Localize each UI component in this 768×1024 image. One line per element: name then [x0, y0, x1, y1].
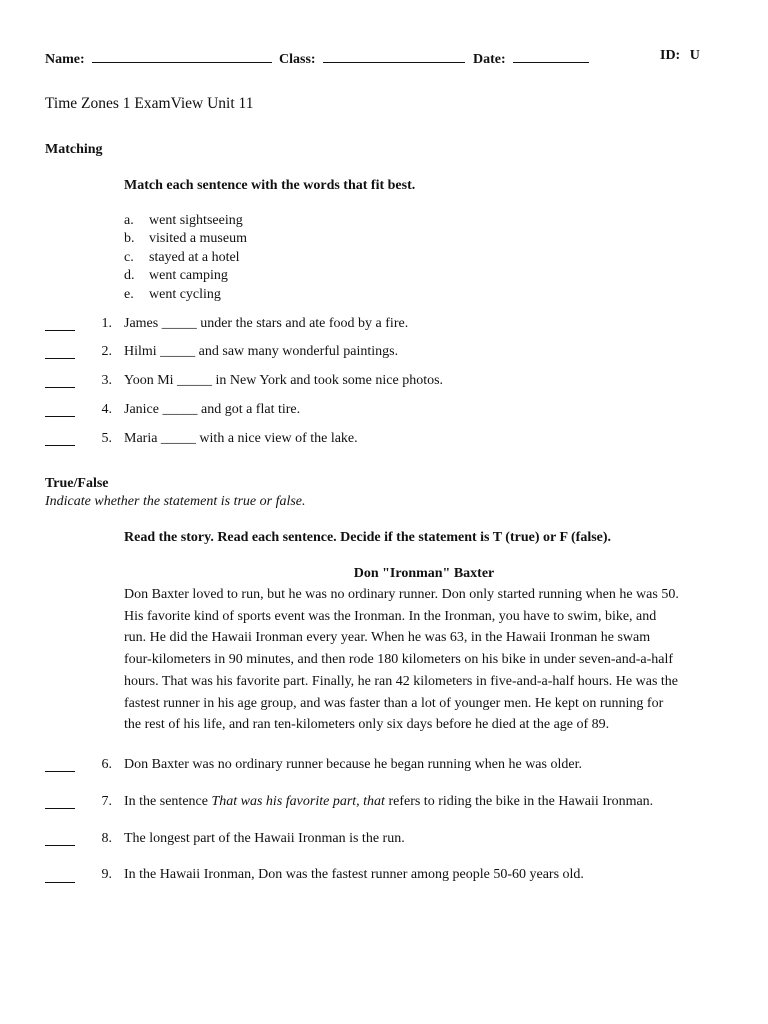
class-field[interactable]: [279, 48, 465, 68]
answer-blank[interactable]: [45, 882, 75, 883]
question-number: 5.: [101, 431, 112, 446]
choice-text: went camping: [149, 268, 228, 283]
question-text: Hilmi _____ and saw many wonderful paintings.: [124, 344, 399, 359]
id-value: U: [689, 48, 700, 63]
name-label: Name:: [45, 52, 85, 67]
question-text: In the Hawaii Ironman, Don was the fastest runner among people 50-60 years old.: [124, 867, 584, 882]
question-text: Janice _____ and got a flat tire.: [124, 402, 301, 417]
story-line: Don Baxter loved to run, but he was no ordinary runner. Don only started running when he was 50.: [124, 587, 679, 602]
question-number: 2.: [101, 344, 112, 359]
matching-instruction: Match each sentence with the words that fit best.: [124, 178, 416, 193]
story-line: His favorite kind of sports event was the Ironman. In the Ironman, you have to swim, bike, and: [124, 609, 657, 624]
story-title: Don "Ironman" Baxter: [353, 566, 495, 581]
name-field[interactable]: [45, 48, 272, 68]
date-blank[interactable]: [513, 48, 589, 63]
question-number: 8.: [101, 831, 112, 846]
answer-blank[interactable]: [45, 387, 75, 388]
story-line: hours. That was his favorite part. Finally, he ran 42 kilometers in five-and-a-half hours. He was the: [124, 674, 679, 689]
date-label: Date:: [473, 52, 506, 67]
question-text: Yoon Mi _____ in New York and took some nice photos.: [124, 373, 444, 388]
choice-letter: c.: [124, 250, 134, 265]
id-label: ID:: [660, 48, 681, 63]
question-number: 3.: [101, 373, 112, 388]
answer-blank[interactable]: [45, 358, 75, 359]
story-line: fastest runner in his age group, and was faster than a lot of younger men. He kept on running for: [124, 696, 664, 711]
question-number: 1.: [101, 316, 112, 331]
question-text: The longest part of the Hawaii Ironman is the run.: [124, 831, 405, 846]
choice-letter: d.: [124, 268, 135, 283]
choice-letter: b.: [124, 231, 135, 246]
class-blank[interactable]: [323, 48, 465, 63]
exam-title: Time Zones 1 ExamView Unit 11: [45, 95, 254, 112]
story-line: four-kilometers in 90 minutes, and then rode 180 kilometers on his bike in under seven-and-a-half: [124, 652, 674, 667]
question-number: 7.: [101, 794, 112, 809]
question-text-post: refers to riding the bike in the Hawaii Ironman.: [384, 794, 654, 809]
answer-blank[interactable]: [45, 845, 75, 846]
name-blank[interactable]: [92, 48, 272, 63]
question-text: [124, 794, 653, 810]
choice-letter: a.: [124, 213, 134, 228]
class-label: Class:: [279, 52, 316, 67]
question-text: James _____ under the stars and ate food by a fire.: [124, 316, 409, 331]
choice-text: stayed at a hotel: [149, 250, 240, 265]
choice-text: visited a museum: [149, 231, 247, 246]
answer-blank[interactable]: [45, 445, 75, 446]
choice-text: went cycling: [149, 287, 221, 302]
true-false-heading: True/False: [45, 476, 109, 491]
id-field: [660, 48, 700, 64]
true-false-instruction: Read the story. Read each sentence. Decide if the statement is T (true) or F (false).: [124, 530, 612, 545]
question-number: 6.: [101, 757, 112, 772]
story-line: run. He did the Hawaii Ironman every year. When he was 63, in the Hawaii Ironman he swam: [124, 630, 651, 645]
question-text-pre: In the sentence: [124, 794, 212, 809]
answer-blank[interactable]: [45, 808, 75, 809]
true-false-subinstruction: Indicate whether the statement is true or false.: [45, 494, 306, 509]
answer-blank[interactable]: [45, 771, 75, 772]
question-text: Don Baxter was no ordinary runner because he began running when he was older.: [124, 757, 582, 772]
matching-heading: Matching: [45, 142, 103, 157]
question-text: Maria _____ with a nice view of the lake.: [124, 431, 358, 446]
answer-blank[interactable]: [45, 330, 75, 331]
answer-blank[interactable]: [45, 416, 75, 417]
date-field[interactable]: [473, 48, 589, 68]
choice-letter: e.: [124, 287, 134, 302]
question-text-quoted: That was his favorite part, that: [211, 794, 385, 809]
question-number: 4.: [101, 402, 112, 417]
question-number: 9.: [101, 867, 112, 882]
story-line: the rest of his life, and ran ten-kilometers only six days before he died at the age of 89.: [124, 717, 610, 732]
choice-text: went sightseeing: [149, 213, 243, 228]
